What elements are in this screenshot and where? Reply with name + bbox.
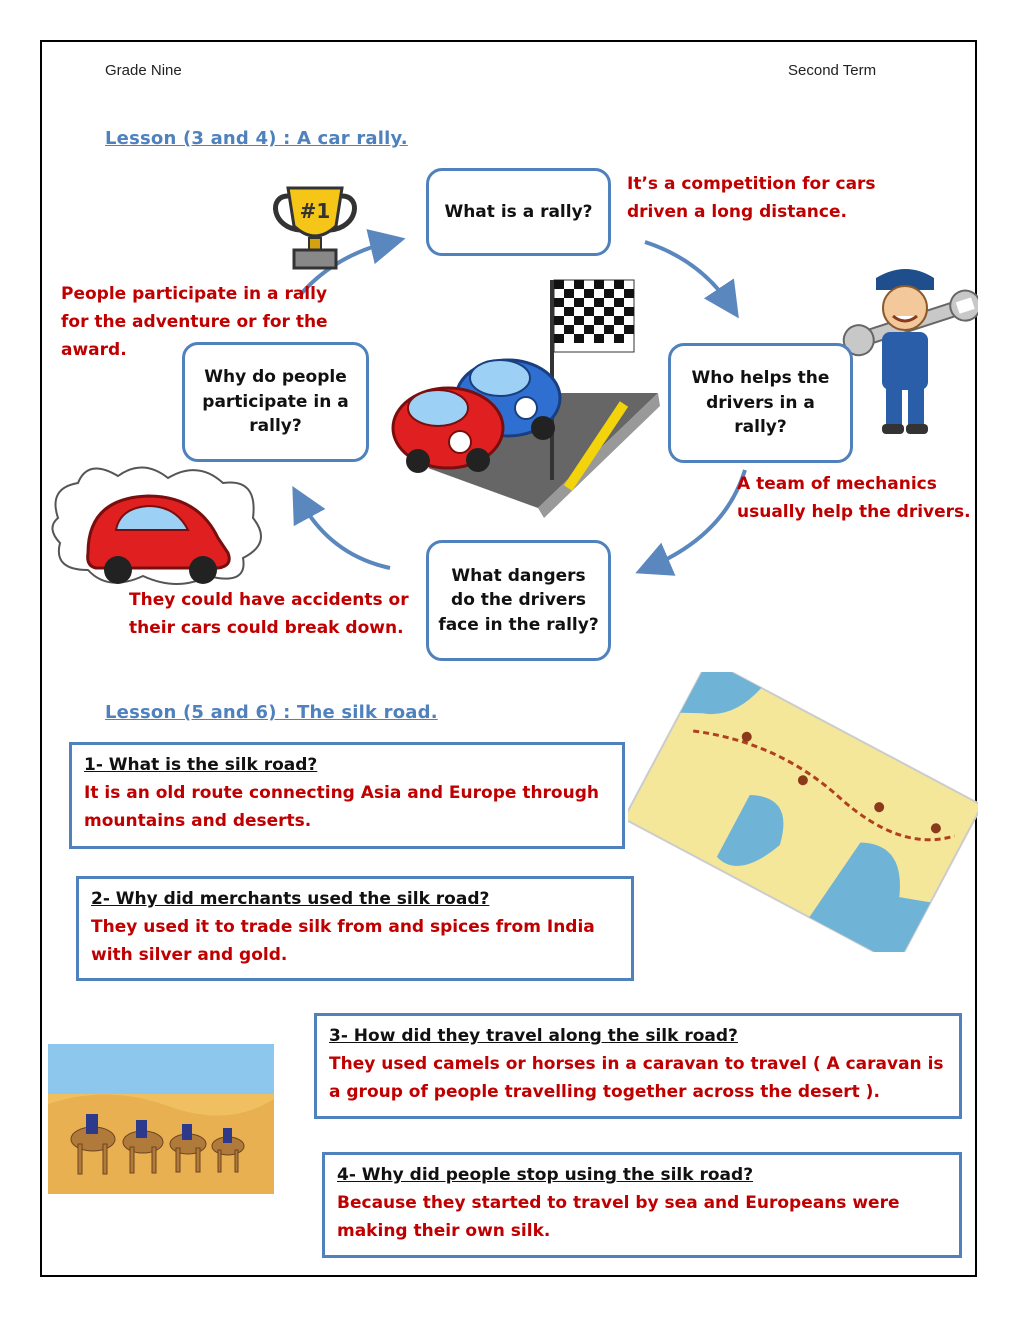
mechanic-illustration <box>838 262 978 440</box>
silk-question-4: 4- Why did people stop using the silk road? <box>337 1165 754 1185</box>
silk-answer-1: It is an old route connecting Asia and Europe through mountains and deserts. <box>84 783 599 831</box>
silk-question-1: 1- What is the silk road? <box>84 755 318 775</box>
header-grade: Grade Nine <box>105 62 182 79</box>
arrow-bottom-left <box>300 500 390 568</box>
question-why-participate: Why do people participate in a rally? <box>182 342 369 462</box>
camel-caravan-image <box>48 1044 274 1194</box>
silk-question-3: 3- How did they travel along the silk road? <box>329 1026 738 1046</box>
silk-answer-3: They used camels or horses in a caravan to travel ( A caravan is a group of people travelling together across the desert ). <box>329 1054 944 1102</box>
question-dangers: What dangers do the drivers face in the rally? <box>426 540 611 661</box>
silk-answer-4: Because they started to travel by sea and Europeans were making their own silk. <box>337 1193 900 1241</box>
silk-item-4 <box>322 1152 962 1258</box>
answer-why-participate: People participate in a rally for the adventure or for the award. <box>61 284 328 360</box>
answer-what-is-rally: It’s a competition for cars driven a long distance. <box>627 174 876 222</box>
broken-car-illustration <box>48 458 278 593</box>
silk-item-1 <box>69 742 625 849</box>
lesson1-title: Lesson (3 and 4) : A car rally. <box>105 128 408 149</box>
silk-item-3 <box>314 1013 962 1119</box>
answer-who-helps: A team of mechanics usually help the drivers. <box>737 474 971 522</box>
trophy-icon <box>270 182 360 274</box>
silk-road-map-image <box>628 672 978 952</box>
silk-question-2: 2- Why did merchants used the silk road? <box>91 889 490 909</box>
silk-item-2 <box>76 876 634 981</box>
header-term: Second Term <box>788 62 877 79</box>
red-car <box>393 388 503 473</box>
question-who-helps: Who helps the drivers in a rally? <box>668 343 853 463</box>
question-what-is-rally: What is a rally? <box>426 168 611 256</box>
answer-dangers: They could have accidents or their cars could break down. <box>129 590 409 638</box>
lesson2-title: Lesson (5 and 6) : The silk road. <box>105 702 438 723</box>
trophy-label: #1 <box>299 199 331 223</box>
silk-answer-2: They used it to trade silk from and spices from India with silver and gold. <box>91 917 595 965</box>
race-cars-illustration <box>378 268 668 523</box>
